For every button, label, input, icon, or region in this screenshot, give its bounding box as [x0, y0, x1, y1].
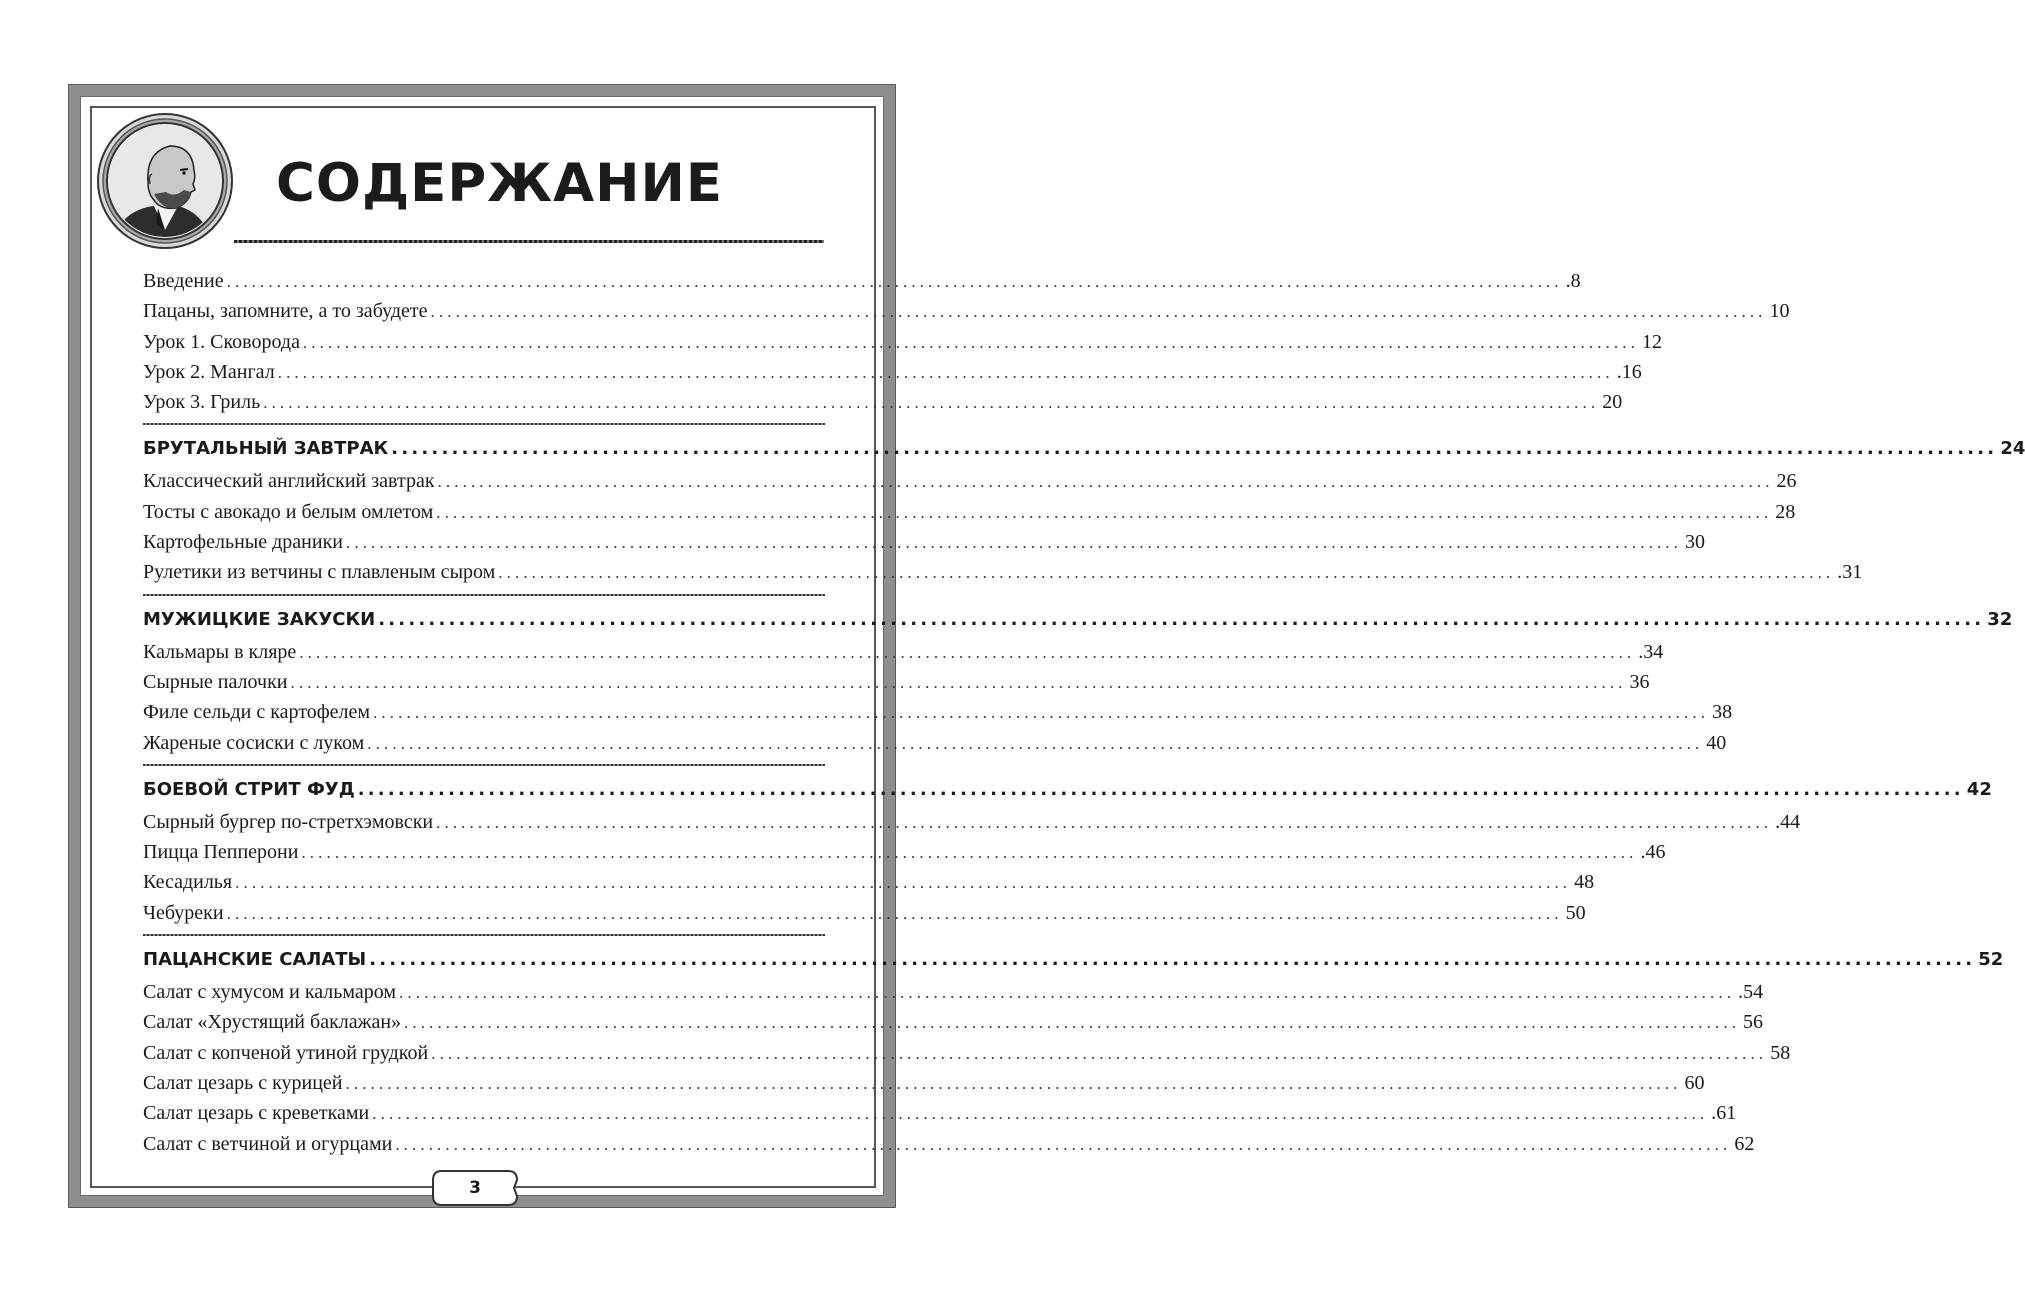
toc-entry-page: 36 — [1629, 670, 1650, 693]
toc-entry-label: Урок 3. Гриль — [143, 391, 261, 414]
leader-dots: ................................................................................................................................................................ — [226, 272, 1563, 291]
leader-dots: ................................................................................................................................................................ — [404, 1013, 1741, 1033]
toc-section-heading[interactable] — [143, 942, 2004, 977]
toc-section-snacks — [143, 602, 2013, 758]
toc-section-salads — [143, 942, 2004, 1159]
toc-entry-label: Жареные сосиски с луком — [143, 731, 365, 754]
toc-entry-page: 48 — [1574, 871, 1595, 894]
toc-entry-label: Кесадилья — [143, 871, 233, 894]
toc-entry-page: 40 — [1706, 731, 1727, 754]
leader-dots: ................................................................................................................................................................ — [277, 362, 1614, 382]
toc-section-heading[interactable] — [143, 602, 2013, 637]
leader-dots: ................................................................................................................................................................ — [498, 563, 1835, 583]
page-number: 3 — [469, 1178, 481, 1198]
toc-entry-label: Салат цезарь с креветками — [143, 1102, 370, 1125]
toc-entry-label: Урок 1. Сковорода — [143, 330, 300, 353]
toc-entry[interactable] — [143, 296, 1790, 326]
toc-entry[interactable] — [143, 1129, 1755, 1159]
toc-entry[interactable] — [143, 898, 1586, 928]
toc-entry-label: Салат с ветчиной и огурцами — [143, 1132, 393, 1155]
toc-entry-page: 30 — [1685, 531, 1705, 554]
toc-entry-label: Салат с копченой утиной грудкой — [143, 1041, 429, 1064]
toc-entry[interactable] — [143, 807, 1801, 837]
leader-dots: ................................................................................................................................................................ — [369, 949, 1976, 971]
leader-dots: ................................................................................................................................................................ — [235, 873, 1572, 893]
toc-entry[interactable] — [143, 1068, 1705, 1098]
leader-dots: ................................................................................................................................................................ — [391, 438, 1998, 460]
toc-entry[interactable] — [143, 728, 1727, 758]
leader-dots: ................................................................................................................................................................ — [299, 642, 1636, 662]
toc-entry[interactable] — [143, 667, 1650, 697]
leader-dots: ................................................................................................................................................................ — [367, 733, 1704, 753]
toc-entry-page: 10 — [1769, 300, 1790, 323]
toc-entry-label: Пицца Пепперони — [143, 841, 299, 864]
toc-section-heading[interactable] — [143, 431, 2025, 466]
section-divider — [143, 594, 825, 596]
leader-dots: ................................................................................................................................................................ — [345, 1073, 1682, 1093]
toc-entry-page: 50 — [1565, 901, 1586, 924]
toc-entry-page: .16 — [1616, 360, 1642, 383]
toc-entry-label: Классический английский завтрак — [143, 470, 435, 493]
toc-entry[interactable] — [143, 637, 1664, 667]
leader-dots: ................................................................................................................................................................ — [430, 302, 1767, 322]
toc-entry[interactable] — [143, 697, 1733, 727]
toc-entry-label: Сырные палочки — [143, 670, 288, 693]
toc-intro-group — [143, 266, 1790, 417]
toc-entry-label: Салат с хумусом и кальмаром — [143, 981, 397, 1004]
toc-entry-label: Филе сельди с картофелем — [143, 701, 371, 724]
toc-entry[interactable] — [143, 977, 1764, 1007]
toc-entry-page: 58 — [1770, 1041, 1791, 1064]
section-page: 42 — [1966, 778, 1992, 800]
section-page: 24 — [2000, 438, 2025, 460]
toc-section-breakfast — [143, 431, 2025, 587]
leader-dots: ................................................................................................................................................................ — [346, 533, 1682, 553]
toc-entry-page: .8 — [1565, 270, 1581, 292]
title-underline — [234, 240, 824, 243]
leader-dots: ................................................................................................................................................................ — [437, 472, 1774, 492]
section-page: 32 — [1987, 608, 2013, 630]
toc-entry[interactable] — [143, 266, 1581, 296]
toc-section-street-food — [143, 772, 1992, 928]
toc-entry[interactable] — [143, 1098, 1737, 1128]
toc-entry-page: .54 — [1738, 981, 1764, 1004]
toc-entry[interactable] — [143, 466, 1797, 496]
table-of-contents — [143, 266, 2025, 1159]
leader-dots: ................................................................................................................................................................ — [436, 812, 1773, 832]
leader-dots: ................................................................................................................................................................ — [431, 1043, 1768, 1063]
toc-entry[interactable] — [143, 357, 1642, 387]
leader-dots: ................................................................................................................................................................ — [357, 778, 1964, 800]
toc-entry[interactable] — [143, 837, 1666, 867]
toc-entry[interactable] — [143, 527, 1705, 557]
toc-entry-label: Салат «Хрустящий баклажан» — [143, 1011, 402, 1034]
leader-dots: ................................................................................................................................................................ — [436, 502, 1773, 522]
toc-entry-page: 38 — [1712, 701, 1733, 724]
leader-dots: ................................................................................................................................................................ — [399, 983, 1736, 1003]
toc-entry-label: Чебуреки — [143, 901, 224, 924]
section-divider — [143, 423, 825, 425]
toc-entry-page: 12 — [1641, 330, 1662, 353]
toc-entry[interactable] — [143, 1007, 1764, 1037]
portrait-medallion — [96, 112, 234, 250]
section-divider — [143, 764, 825, 766]
section-title: МУЖИЦКИЕ ЗАКУСКИ — [143, 608, 376, 630]
toc-entry-label: Салат цезарь с курицей — [143, 1071, 343, 1094]
toc-entry-page: .34 — [1638, 640, 1664, 663]
page-title: СОДЕРЖАНИЕ — [276, 153, 724, 214]
leader-dots: ................................................................................................................................................................ — [302, 332, 1639, 352]
toc-section-heading[interactable] — [143, 772, 1992, 807]
toc-entry-page: 28 — [1775, 500, 1796, 523]
toc-entry-label: Сырный бургер по-стретхэмовски — [143, 810, 434, 833]
leader-dots: ................................................................................................................................................................ — [373, 703, 1710, 723]
toc-entry-page: .31 — [1837, 561, 1863, 584]
leader-dots: ................................................................................................................................................................ — [226, 903, 1563, 923]
toc-entry-page: 26 — [1776, 470, 1797, 493]
toc-entry-page: 60 — [1684, 1071, 1705, 1094]
leader-dots: ................................................................................................................................................................ — [395, 1134, 1732, 1154]
toc-entry[interactable] — [143, 557, 1863, 587]
toc-entry-page: 20 — [1602, 391, 1623, 414]
toc-entry[interactable] — [143, 327, 1662, 357]
section-divider — [143, 934, 825, 936]
toc-entry[interactable] — [143, 1038, 1791, 1068]
section-title: БРУТАЛЬНЫЙ ЗАВТРАК — [143, 438, 389, 460]
toc-entry-label: Введение — [143, 270, 224, 292]
leader-dots: ................................................................................................................................................................ — [301, 843, 1638, 863]
toc-entry-page: .61 — [1711, 1102, 1737, 1125]
toc-entry[interactable] — [143, 867, 1595, 897]
leader-dots: ................................................................................................................................................................ — [372, 1104, 1709, 1124]
toc-entry-label: Рулетики из ветчины с плавленым сыром — [143, 561, 496, 584]
toc-entry-page: .46 — [1640, 841, 1666, 864]
toc-entry-label: Картофельные драники — [143, 531, 343, 554]
leader-dots: ................................................................................................................................................................ — [290, 672, 1627, 692]
toc-entry-page: 62 — [1734, 1132, 1755, 1155]
toc-entry-label: Тосты с авокадо и белым омлетом — [143, 500, 434, 523]
section-page: 52 — [1978, 949, 2004, 971]
leader-dots: ................................................................................................................................................................ — [378, 608, 1985, 630]
toc-entry-label: Пацаны, запомните, а то забудете — [143, 300, 428, 323]
section-title: ПАЦАНСКИЕ САЛАТЫ — [143, 949, 367, 971]
toc-entry-page: 56 — [1743, 1011, 1764, 1034]
leader-dots: ................................................................................................................................................................ — [263, 393, 1600, 413]
toc-entry[interactable] — [143, 497, 1796, 527]
toc-entry-page: .44 — [1775, 810, 1801, 833]
section-title: БОЕВОЙ СТРИТ ФУД — [143, 778, 355, 800]
toc-entry-label: Кальмары в кляре — [143, 640, 297, 663]
toc-entry-label: Урок 2. Мангал — [143, 360, 275, 383]
toc-entry[interactable] — [143, 387, 1623, 417]
